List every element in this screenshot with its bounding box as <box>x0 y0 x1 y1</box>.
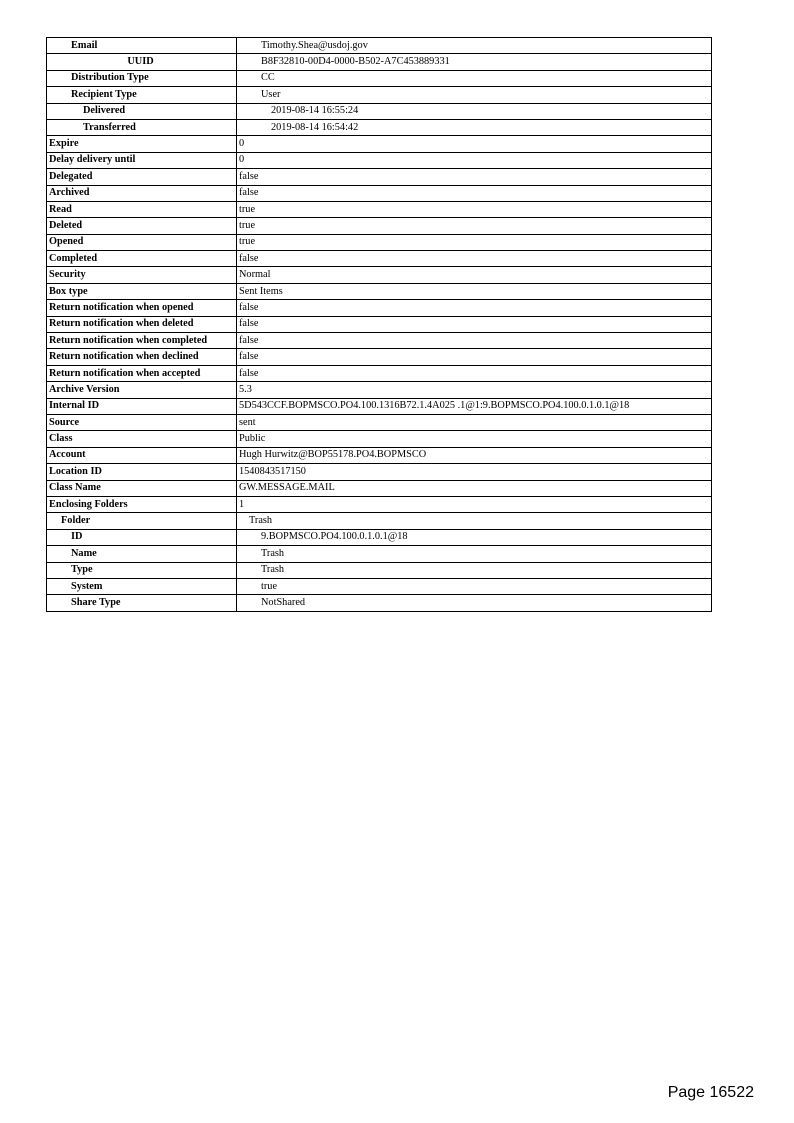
notify-opened-value: false <box>237 300 712 316</box>
folder-id-label: ID <box>47 529 237 545</box>
page-number: Page 16522 <box>667 1084 754 1101</box>
notify-deleted-value: false <box>237 316 712 332</box>
distribution-type-label: Distribution Type <box>47 70 237 86</box>
internal-id-value: 5D543CCF.BOPMSCO.PO4.100.1316B72.1.4A025 .1@1:9.BOPMSCO.PO4.100.0.1.0.1@18 <box>237 398 712 414</box>
notify-opened-label: Return notification when opened <box>47 300 237 316</box>
table-row <box>47 578 712 594</box>
uuid-label: UUID <box>47 54 237 70</box>
notify-declined-label: Return notification when declined <box>47 349 237 365</box>
table-row <box>47 152 712 168</box>
class-name-value: GW.MESSAGE.MAIL <box>237 480 712 496</box>
table-row <box>47 513 712 529</box>
table-row <box>47 464 712 480</box>
table-row <box>47 251 712 267</box>
source-value: sent <box>237 414 712 430</box>
table-row <box>47 595 712 611</box>
notify-deleted-label: Return notification when deleted <box>47 316 237 332</box>
table-row <box>47 496 712 512</box>
table-row <box>47 546 712 562</box>
notify-accepted-value: false <box>237 365 712 381</box>
delivered-label: Delivered <box>47 103 237 119</box>
table-row <box>47 234 712 250</box>
opened-value: true <box>237 234 712 250</box>
table-row <box>47 349 712 365</box>
notify-accepted-label: Return notification when accepted <box>47 365 237 381</box>
archived-value: false <box>237 185 712 201</box>
share-type-value: NotShared <box>237 595 712 611</box>
table-row <box>47 529 712 545</box>
notify-declined-value: false <box>237 349 712 365</box>
read-label: Read <box>47 201 237 217</box>
folder-name-label: Name <box>47 546 237 562</box>
folder-type-value: Trash <box>237 562 712 578</box>
table-row <box>47 333 712 349</box>
notify-completed-value: false <box>237 333 712 349</box>
table-row <box>47 382 712 398</box>
folder-value: Trash <box>237 513 712 529</box>
notify-completed-label: Return notification when completed <box>47 333 237 349</box>
source-label: Source <box>47 414 237 430</box>
properties-table <box>46 37 712 612</box>
table-row <box>47 218 712 234</box>
table-row <box>47 447 712 463</box>
box-type-value: Sent Items <box>237 283 712 299</box>
table-row <box>47 54 712 70</box>
table-row <box>47 185 712 201</box>
delay-delivery-value: 0 <box>237 152 712 168</box>
class-label: Class <box>47 431 237 447</box>
email-label: Email <box>47 38 237 54</box>
table-row <box>47 300 712 316</box>
table-row <box>47 119 712 135</box>
security-label: Security <box>47 267 237 283</box>
table-row <box>47 316 712 332</box>
folder-name-value: Trash <box>237 546 712 562</box>
table-row <box>47 201 712 217</box>
transferred-label: Transferred <box>47 119 237 135</box>
table-row <box>47 136 712 152</box>
transferred-value: 2019-08-14 16:54:42 <box>237 119 712 135</box>
enclosing-folders-value: 1 <box>237 496 712 512</box>
completed-label: Completed <box>47 251 237 267</box>
share-type-label: Share Type <box>47 595 237 611</box>
table-row <box>47 480 712 496</box>
account-value: Hugh Hurwitz@BOP55178.PO4.BOPMSCO <box>237 447 712 463</box>
folder-system-value: true <box>237 578 712 594</box>
delay-delivery-label: Delay delivery until <box>47 152 237 168</box>
deleted-label: Deleted <box>47 218 237 234</box>
enclosing-folders-label: Enclosing Folders <box>47 496 237 512</box>
email-value: Timothy.Shea@usdoj.gov <box>237 38 712 54</box>
archive-version-label: Archive Version <box>47 382 237 398</box>
completed-value: false <box>237 251 712 267</box>
table-row <box>47 562 712 578</box>
expire-value: 0 <box>237 136 712 152</box>
folder-id-value: 9.BOPMSCO.PO4.100.0.1.0.1@18 <box>237 529 712 545</box>
recipient-type-label: Recipient Type <box>47 87 237 103</box>
class-name-label: Class Name <box>47 480 237 496</box>
deleted-value: true <box>237 218 712 234</box>
table-row <box>47 38 712 54</box>
recipient-type-value: User <box>237 87 712 103</box>
opened-label: Opened <box>47 234 237 250</box>
expire-label: Expire <box>47 136 237 152</box>
box-type-label: Box type <box>47 283 237 299</box>
delegated-label: Delegated <box>47 169 237 185</box>
class-value: Public <box>237 431 712 447</box>
account-label: Account <box>47 447 237 463</box>
table-row <box>47 87 712 103</box>
folder-type-label: Type <box>47 562 237 578</box>
folder-label: Folder <box>47 513 237 529</box>
internal-id-label: Internal ID <box>47 398 237 414</box>
distribution-type-value: CC <box>237 70 712 86</box>
archive-version-value: 5.3 <box>237 382 712 398</box>
table-row <box>47 365 712 381</box>
security-value: Normal <box>237 267 712 283</box>
table-row <box>47 267 712 283</box>
table-row <box>47 169 712 185</box>
folder-system-label: System <box>47 578 237 594</box>
uuid-value: B8F32810-00D4-0000-B502-A7C453889331 <box>237 54 712 70</box>
location-id-value: 1540843517150 <box>237 464 712 480</box>
table-row <box>47 70 712 86</box>
read-value: true <box>237 201 712 217</box>
table-row <box>47 283 712 299</box>
table-row <box>47 431 712 447</box>
delivered-value: 2019-08-14 16:55:24 <box>237 103 712 119</box>
location-id-label: Location ID <box>47 464 237 480</box>
archived-label: Archived <box>47 185 237 201</box>
table-row <box>47 414 712 430</box>
table-row <box>47 103 712 119</box>
delegated-value: false <box>237 169 712 185</box>
table-row <box>47 398 712 414</box>
